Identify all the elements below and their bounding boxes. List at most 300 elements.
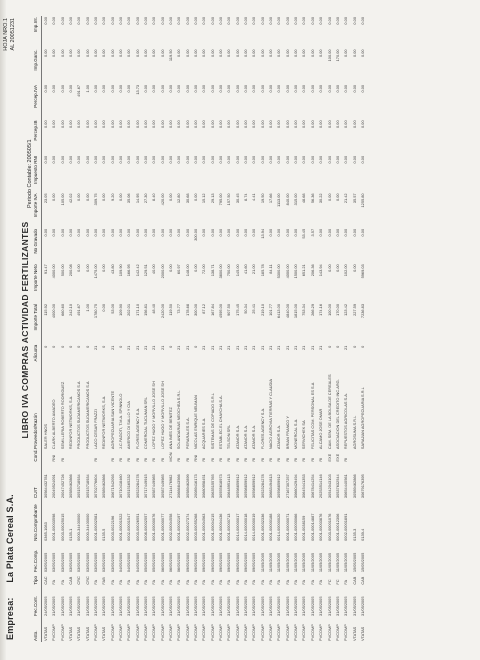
table-cell: 21: [176, 345, 182, 351]
table-cell: 1815.00: [293, 303, 299, 319]
table-cell: 25.41: [251, 303, 257, 314]
table-cell: CAC: [42, 576, 48, 585]
table-cell: 0.00: [184, 120, 190, 128]
table-cell: 84.11: [268, 264, 274, 274]
table-cell: PVCOMP: [334, 624, 340, 641]
table-cell: SEMILLERIA ROBERTO RODRIGUEZ: [59, 381, 65, 450]
table-cell: FELICITAS COM. PERSONAL ES S.A: [309, 382, 315, 450]
table-cell: 31/05/2005: [159, 596, 165, 616]
table-cell: 0.00: [76, 228, 82, 237]
table-row: [309, 16, 317, 642]
table-cell: FA: [193, 579, 198, 585]
table-cell: PVCOMP: [193, 624, 198, 641]
table-cell: CLARK ALBERTO AMADEO: [51, 399, 57, 450]
table-cell: [350, 450, 358, 463]
table-cell: 0.00: [218, 49, 224, 58]
table-row: [242, 16, 250, 642]
table-cell: PVCOMP: [176, 624, 182, 641]
table-cell: 206.36: [309, 264, 315, 277]
table-cell: 0.00: [126, 120, 132, 128]
table-cell: 0: [51, 345, 57, 348]
table-cell: 0.00: [359, 120, 365, 128]
table-cell: FA: [301, 579, 307, 585]
table-cell: 21: [293, 345, 299, 351]
table-cell: 0.00: [209, 228, 215, 237]
table-cell: 31/05/2005: [109, 596, 115, 616]
table-cell: CRC: [84, 576, 90, 585]
table-cell: CAB: [67, 576, 73, 585]
table-cell: FA: [293, 579, 299, 585]
table-cell: 0001-00004215: [209, 513, 215, 541]
table-cell: 60.97: [176, 264, 182, 275]
table-cell: 0.00: [226, 17, 232, 25]
table-cell: 0.00: [92, 49, 98, 58]
table-cell: 0.00: [201, 120, 207, 128]
table-cell: 100.00: [326, 303, 332, 316]
table-cell: RI: [318, 457, 324, 462]
table-cell: FA: [259, 579, 265, 585]
table-cell: 0.00: [284, 49, 290, 58]
table-cell: 0.00: [351, 155, 357, 164]
table-cell: 91.47: [42, 264, 48, 275]
table-cell: 30717449915: [142, 474, 148, 499]
table-cell: 0.00: [92, 228, 98, 237]
table-cell: FA: [151, 579, 157, 585]
table-cell: 30686843566: [176, 474, 182, 499]
table-cell: 31/05/2005: [151, 596, 157, 616]
table-cell: 0.00: [259, 17, 265, 25]
table-cell: 9.20: [109, 193, 115, 201]
table-cell: 56.36: [309, 193, 315, 204]
table-cell: 0014-00000018: [243, 513, 249, 541]
table-cell: 4840.00: [284, 303, 290, 319]
table-row: [100, 16, 108, 642]
table-cell: 0.00: [167, 17, 173, 25]
table-row: [292, 16, 300, 642]
table-cell: 0.00: [42, 155, 48, 164]
table-cell: 105.00: [59, 193, 65, 206]
table-cell: 795.00: [218, 193, 224, 206]
table-cell: 0.00: [284, 17, 290, 25]
table-cell: ATANOR S.A.: [251, 424, 257, 450]
table-cell: 30555618973: [218, 474, 224, 499]
table-cell: 30645441353: [301, 474, 307, 499]
table-cell: FA: [284, 579, 290, 585]
table-cell: PVCOMP: [51, 624, 57, 641]
table-row: [342, 16, 350, 642]
table-row: [234, 16, 242, 642]
sheet-number-block: [3, 18, 17, 51]
table-cell: RI: [184, 457, 190, 462]
table-cell: LOPEZ HUGO Y MORVILLO JOSE SH: [159, 381, 165, 450]
table-cell: FA: [201, 579, 207, 585]
table-cell: 30702776604: [92, 474, 98, 499]
table-cell: LACO CESAR FRAZZI: [92, 409, 98, 450]
table-row: [217, 16, 225, 642]
accounting-period: Periodo Contable: 200505/1: [27, 139, 33, 208]
table-cell: FA: [59, 579, 65, 585]
table-cell: 0.00: [193, 49, 198, 58]
table-cell: 0.00: [251, 155, 257, 164]
table-cell: 0.00: [151, 155, 157, 164]
table-cell: RI: [59, 457, 65, 462]
hoja-date: AL 20051231: [10, 18, 16, 51]
table-cell: 1113.00: [276, 193, 282, 207]
table-cell: RI: [276, 457, 282, 462]
table-cell: 30587449985: [151, 474, 157, 499]
table-cell: ATANOR S.A.: [243, 424, 249, 450]
table-cell: 0.00: [101, 193, 107, 201]
table-cell: 11/05/2005: [268, 552, 274, 573]
table-cell: 0.00: [268, 228, 274, 237]
table-cell: 31/05/2005: [142, 596, 148, 616]
table-row: [192, 16, 200, 642]
table-cell: 0: [117, 345, 123, 348]
table-cell: 0.00: [84, 49, 90, 58]
table-cell: 102.00: [343, 264, 349, 277]
table-cell: 200.08: [67, 264, 73, 277]
table-cell: 0002-00004558: [167, 513, 173, 541]
table-cell: 0.00: [343, 49, 349, 58]
table-cell: 0.00: [276, 49, 282, 58]
table-cell: 0.00: [117, 193, 123, 201]
table-cell: 0.00: [184, 228, 190, 237]
table-cell: PVCOMP: [142, 624, 148, 641]
table-cell: VTATAS: [101, 626, 107, 641]
table-cell: EXE: [326, 453, 332, 462]
table-cell: 30564432781: [42, 474, 48, 499]
table-cell: 27167307257: [284, 474, 290, 499]
table-cell: 0135-3: [351, 528, 357, 541]
column-header: Importe IVA: [34, 192, 41, 227]
table-cell: 0.00: [109, 84, 115, 93]
table-cell: 0001-00003598: [51, 513, 57, 541]
table-cell: PVCOMP: [268, 624, 274, 641]
table-cell: RI: [109, 457, 115, 462]
table-row: [142, 16, 150, 642]
table-cell: 0.00: [318, 228, 324, 237]
table-cell: 0.00: [301, 155, 307, 164]
table-cell: 21: [151, 345, 157, 351]
table-cell: FA: [234, 579, 240, 585]
table-cell: 167.84: [209, 303, 215, 316]
table-cell: 0.00: [167, 264, 173, 272]
table-cell: 0.00: [92, 17, 98, 25]
table-cell: 0001-00012306: [334, 513, 340, 541]
table-cell: 0.00: [176, 84, 182, 93]
table-cell: 21: [318, 345, 324, 351]
table-cell: 651.21: [301, 264, 307, 277]
table-cell: 0.00: [193, 120, 198, 128]
table-cell: PVCOMP: [92, 624, 98, 641]
table-cell: 21: [134, 345, 140, 351]
table-cell: FA: [109, 579, 115, 585]
table-cell: 0.00: [326, 84, 332, 93]
table-cell: 0001-00000076: [151, 513, 157, 541]
table-row: [67, 16, 75, 642]
table-cell: 0.00: [276, 228, 282, 237]
table-row: [50, 16, 58, 642]
table-cell: 115.92: [42, 303, 48, 316]
table-cell: 20049524091: [51, 474, 57, 499]
table-cell: 0001-00004563: [201, 513, 207, 541]
table-cell: 0.00: [218, 84, 224, 93]
table-cell: 1780.75: [92, 303, 98, 319]
table-cell: 0001-00032336: [259, 513, 265, 541]
table-cell: 30660429494: [293, 474, 299, 499]
table-cell: 0.00: [51, 228, 57, 237]
table-cell: 0.00: [351, 120, 357, 128]
table-cell: PVCOMP: [184, 624, 190, 641]
table-cell: SISTEMAS DE COPIADO S.R.L: [209, 393, 215, 450]
table-row: [250, 16, 258, 642]
table-header-row: [34, 16, 41, 642]
column-header: Percep.IVA: [34, 84, 41, 119]
table-cell: FLORES AGENCY S.A.: [259, 407, 265, 450]
table-cell: 0135-1: [67, 528, 73, 541]
table-row: [108, 16, 116, 642]
table-cell: 06/05/2005: [176, 552, 182, 573]
table-cell: 0.00: [76, 49, 82, 58]
table-cell: 0.00: [209, 84, 215, 93]
table-cell: 0003-0022196: [109, 515, 115, 541]
table-cell: 100.00: [326, 49, 332, 62]
table-cell: 0.00: [84, 193, 90, 201]
table-cell: 0.00: [142, 17, 148, 25]
table-cell: PVCOMP: [151, 624, 157, 641]
table-cell: 0.00: [268, 49, 274, 58]
table-cell: 0.00: [126, 17, 132, 25]
table-cell: 21: [126, 345, 132, 351]
table-cell: 0000-34400000: [84, 513, 90, 541]
table-cell: NACIO AGROVIA TIERRAS Y CLAUDIA: [268, 379, 274, 450]
table-cell: 30710418460: [117, 474, 123, 499]
table-cell: 0.00: [259, 84, 265, 93]
table-cell: 0.00: [142, 228, 148, 237]
table-cell: 0.00: [92, 84, 98, 93]
table-cell: 0.00: [209, 120, 215, 128]
table-cell: 0.00: [51, 155, 57, 164]
table-cell: 0.00: [134, 17, 140, 25]
table-cell: 660.60: [59, 303, 65, 316]
report-title: LIBRO IVA COMPRAS ACTIVIDAD FERTILIZANTES: [20, 221, 30, 439]
table-cell: 7236.83: [359, 303, 365, 319]
table-cell: 30678414254: [309, 474, 315, 499]
table-cell: 0.00: [167, 120, 173, 128]
table-cell: 0.00: [67, 17, 73, 25]
table-cell: 0.00: [351, 17, 357, 25]
table-cell: 0.00: [76, 193, 82, 201]
table-cell: 0135-5: [101, 528, 107, 541]
table-cell: PVCOMP: [159, 624, 165, 641]
table-cell: 0.00: [243, 17, 249, 25]
table-cell: PRODUCTOS SUDAMERICANOS S.A: [84, 381, 90, 450]
table-cell: 0.00: [117, 155, 123, 164]
table-cell: 31/05/2005: [234, 596, 240, 616]
table-cell: 03/05/2005: [101, 552, 107, 573]
table-cell: 15/05/2005: [351, 552, 357, 573]
table-cell: 4000.00: [51, 264, 57, 279]
table-cell: 23.05: [42, 193, 48, 204]
table-cell: EXE: [334, 453, 340, 462]
table-cell: ATANOR S.A.: [234, 424, 240, 450]
table-cell: TELSON SRL: [226, 424, 232, 450]
table-cell: VTATAS: [42, 626, 48, 641]
table-cell: RI: [218, 457, 224, 462]
table-cell: 12.80: [176, 193, 182, 204]
column-header: Fec.Cont.: [34, 586, 41, 617]
table-cell: PVCOMP: [276, 624, 282, 641]
table-cell: 0.00: [359, 155, 365, 164]
table-cell: 30523284278: [259, 474, 265, 499]
table-cell: 0.00: [201, 49, 207, 58]
column-header: Cond.: [34, 450, 41, 463]
table-cell: 1.00: [84, 84, 90, 93]
table-cell: 0: [101, 345, 107, 348]
table-cell: 8.74: [243, 193, 249, 201]
table-cell: 0.00: [167, 155, 173, 164]
table-cell: ESTABLEC.EL CHAYCHA S.A.: [218, 395, 224, 450]
table-cell: 0.00: [59, 228, 65, 237]
column-header: Importe Neto: [34, 263, 41, 303]
table-cell: 0.00: [318, 49, 324, 58]
table-cell: 20047452726: [59, 474, 65, 499]
table-cell: J.C.FAGOTI, T.M.A. SPINNOLO: [117, 393, 123, 450]
table-cell: 0002-00027374: [184, 513, 190, 541]
table-cell: SARAJIAN AGROPECUARIA S.R.L: [359, 387, 365, 450]
column-header: Asto.: [34, 617, 41, 642]
table-row: [334, 16, 342, 642]
table-cell: 0.00: [293, 155, 299, 164]
table-cell: 0.00: [326, 155, 332, 164]
table-cell: 491.67: [76, 303, 82, 316]
table-cell: 0.00: [218, 17, 224, 25]
table-cell: 30.68: [184, 193, 190, 204]
table-cell: PVCOMP: [326, 624, 332, 641]
table-cell: 3800.00: [218, 264, 224, 279]
table-row: [75, 16, 83, 642]
table-cell: PVCOMP: [117, 624, 123, 641]
table-cell: 0.00: [243, 228, 249, 237]
table-cell: 0: [76, 345, 82, 348]
table-cell: 0.00: [109, 17, 115, 25]
table-cell: 0.00: [251, 49, 257, 58]
table-row: [183, 16, 191, 642]
table-cell: PVCOMP: [259, 624, 265, 641]
table-row: [133, 16, 141, 642]
table-cell: 30598859912: [276, 474, 282, 499]
table-cell: 309.75: [92, 193, 98, 206]
column-header: Imp.Ganc.: [34, 48, 41, 83]
table-cell: FA: [142, 579, 148, 585]
table-cell: 4000.00: [51, 303, 57, 319]
table-cell: FA: [309, 579, 315, 585]
table-cell: 09/05/2005: [234, 552, 240, 573]
column-header: Proveedor/Razón: [34, 362, 41, 450]
table-cell: 35.57: [351, 193, 357, 204]
table-cell: ANA INES DE BENITEZ: [167, 407, 173, 450]
table-cell: 21: [343, 345, 349, 351]
table-cell: 11/05/2005: [301, 552, 307, 573]
table-cell: PVCOMP: [209, 624, 215, 641]
table-cell: 0.00: [176, 155, 182, 164]
table-cell: 0001-00000713: [226, 513, 232, 541]
table-cell: 30654440561: [343, 474, 349, 499]
table-cell: 300.00: [193, 228, 198, 241]
table-cell: 27.30: [142, 193, 148, 204]
ledger-table: [34, 16, 367, 642]
table-cell: 31/05/2005: [243, 596, 249, 616]
table-cell: 03/05/2005: [67, 552, 73, 573]
table-cell: 50.34: [243, 303, 249, 314]
table-cell: 0.00: [201, 17, 207, 25]
table-cell: 11/05/2005: [259, 552, 265, 573]
table-cell: 0.00: [259, 155, 265, 164]
table-cell: PVCOMP: [59, 624, 65, 641]
table-cell: 31/05/2005: [293, 596, 299, 616]
table-cell: 0.00: [351, 228, 357, 237]
table-cell: 0.00: [67, 228, 73, 237]
table-row: [200, 16, 208, 642]
table-cell: REDINFOR NETWORKS, S.A.: [101, 395, 107, 450]
table-cell: 0.00: [142, 155, 148, 164]
table-cell: VTATAS: [67, 626, 73, 641]
table-cell: 20253514146: [318, 474, 324, 499]
table-cell: 0.00: [59, 17, 65, 25]
table-cell: 300.00: [193, 303, 198, 316]
table-cell: PVCOMP: [284, 624, 290, 641]
table-cell: 0.00: [259, 120, 265, 128]
table-cell: CAB: [351, 576, 357, 585]
table-cell: 11/05/2005: [343, 552, 349, 573]
table-cell: 1.00: [84, 303, 90, 312]
table-cell: 0.00: [301, 17, 307, 25]
table-cell: 0.00: [226, 120, 232, 128]
table-cell: 0.00: [334, 193, 340, 201]
table-cell: 907.50: [226, 303, 232, 316]
table-cell: 21: [184, 345, 190, 351]
table-cell: 21: [159, 345, 165, 351]
table-cell: 0.00: [159, 120, 165, 128]
table-cell: 0.00: [176, 17, 182, 25]
table-cell: 03/05/2005: [84, 552, 90, 573]
table-cell: 30515718934: [84, 474, 90, 499]
table-cell: 31/05/2005: [268, 596, 274, 616]
table-cell: 31/05/2005: [134, 596, 140, 616]
table-cell: 30.45: [234, 193, 240, 204]
table-cell: COMERCIAL TUCUMAN SRL: [142, 396, 148, 450]
table-cell: 0.00: [126, 155, 132, 164]
table-cell: 1500.00: [293, 264, 299, 279]
table-cell: 0.00: [76, 155, 82, 164]
table-cell: 0.00: [276, 17, 282, 25]
table-cell: 30683494813: [268, 474, 274, 499]
table-cell: PRODUCTOS SUDAMERICANOS S.A: [76, 381, 82, 450]
table-cell: 09/05/2005: [201, 552, 207, 573]
table-cell: 0.00: [268, 84, 274, 93]
table-row: [58, 16, 66, 642]
table-cell: 0001-0038159: [301, 515, 307, 541]
table-cell: 491.67: [76, 84, 82, 97]
table-cell: 0.00: [226, 49, 232, 58]
table-cell: 119.50: [167, 49, 173, 62]
table-cell: 0.00: [184, 17, 190, 25]
table-cell: [359, 450, 367, 463]
table-cell: 05/05/2005: [151, 552, 157, 573]
table-cell: RI: [284, 457, 290, 462]
table-cell: 0.00: [84, 155, 90, 164]
table-cell: 0.00: [134, 120, 140, 128]
